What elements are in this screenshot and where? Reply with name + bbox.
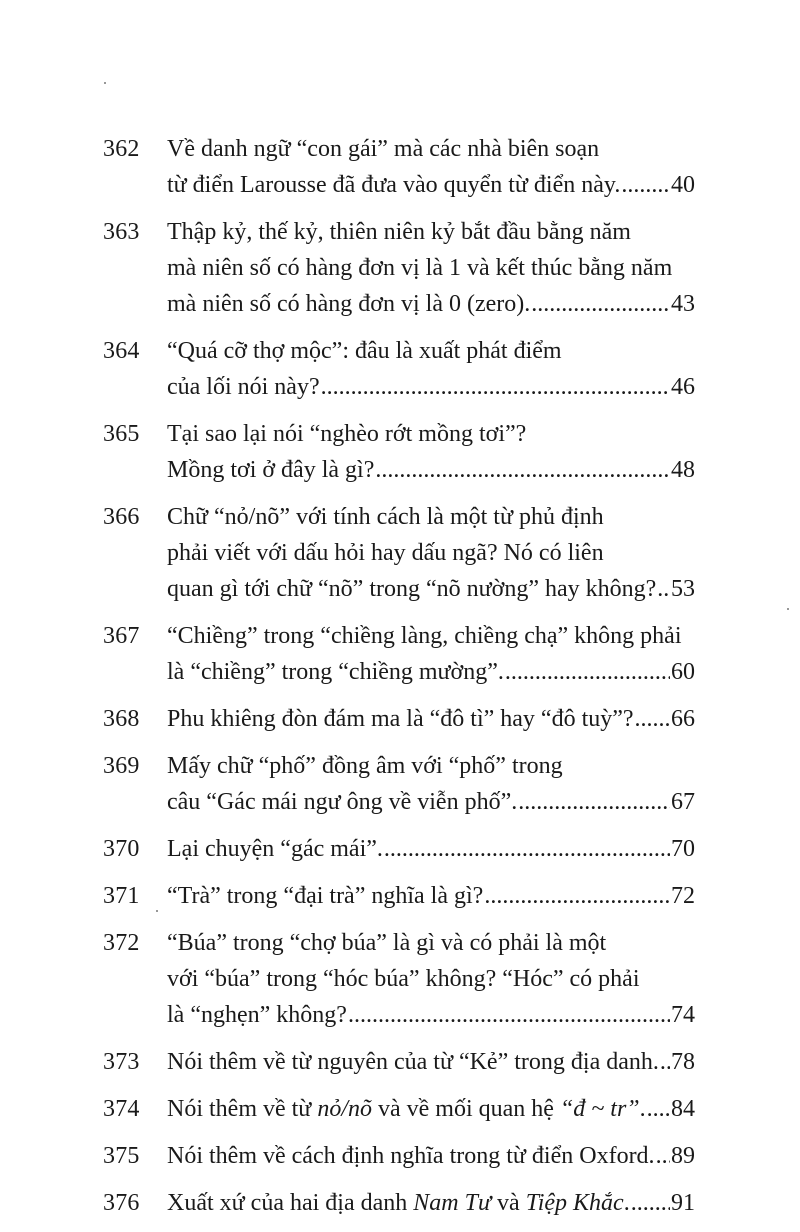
toc-entry-365: [0, 416, 800, 488]
entry-text: Nói thêm về từ nguyên của từ “Kẻ” trong địa danh.: [167, 1049, 659, 1075]
entry-text: là “chiềng” trong “chiềng mường”.: [167, 659, 504, 685]
toc-entry-370: [0, 831, 800, 867]
entry-number: 367: [103, 623, 140, 649]
entry-text: [167, 1185, 630, 1221]
entry-text: là “nghẹn” không?: [167, 1002, 347, 1028]
entry-body: [167, 1138, 695, 1174]
entry-number: 364: [103, 338, 140, 364]
entry-last-line: [167, 1091, 695, 1127]
entry-body: [167, 1044, 695, 1080]
entry-body: [167, 618, 695, 690]
page-number: 66: [671, 706, 695, 732]
text-part: Nói thêm về từ: [167, 1096, 318, 1122]
entry-line: “Chiềng” trong “chiềng làng, chiềng chạ” không phải: [167, 623, 682, 649]
entry-text: quan gì tới chữ “nõ” trong “nõ nường” hay không?: [167, 576, 657, 602]
dot-leader: [518, 784, 670, 820]
entry-body: [167, 1185, 695, 1221]
entry-body: [167, 499, 695, 607]
entry-body: [167, 878, 695, 914]
entry-text: của lối nói này?: [167, 374, 320, 400]
paper-speck: [787, 608, 789, 610]
entry-body: [167, 701, 695, 737]
dot-leader: [531, 286, 670, 322]
entry-last-line: [167, 1138, 695, 1174]
entry-text: từ điển Larousse đã đưa vào quyển từ điển này.: [167, 172, 621, 198]
toc-entry-364: [0, 333, 800, 405]
entry-line: phải viết với dấu hỏi hay dấu ngã? Nó có liên: [167, 540, 604, 566]
text-part: và: [491, 1190, 526, 1216]
entry-last-line: [167, 784, 695, 820]
dot-leader: [647, 1091, 670, 1127]
entry-last-line: [167, 571, 695, 607]
dot-leader: [656, 1138, 670, 1174]
dot-leader: [348, 997, 670, 1033]
entry-number: 371: [103, 883, 140, 909]
dot-leader: [375, 452, 670, 488]
text-part: và về mối quan hệ: [372, 1096, 560, 1122]
entry-line: Về danh ngữ “con gái” mà các nhà biên soạn: [167, 136, 600, 162]
entry-number: 362: [103, 136, 140, 162]
entry-line: “Búa” trong “chợ búa” là gì và có phải là một: [167, 930, 607, 956]
page-number: 48: [671, 457, 695, 483]
toc-entry-373: [0, 1044, 800, 1080]
entry-text: “Trà” trong “đại trà” nghĩa là gì?: [167, 883, 484, 909]
toc-entry-375: [0, 1138, 800, 1174]
toc-entry-372: [0, 925, 800, 1033]
page-number: 89: [671, 1143, 695, 1169]
page-number: 43: [671, 291, 695, 317]
page-number: 84: [671, 1096, 695, 1122]
toc-entry-369: [0, 748, 800, 820]
dot-leader: [631, 1185, 670, 1221]
entry-number: 365: [103, 421, 140, 447]
italic-term: Nam Tư: [413, 1190, 492, 1216]
entry-last-line: [167, 1044, 695, 1080]
entry-body: [167, 925, 695, 1033]
entry-last-line: [167, 167, 695, 203]
entry-last-line: [167, 654, 695, 690]
dot-leader: [384, 831, 670, 867]
entry-last-line: [167, 286, 695, 322]
entry-last-line: [167, 1185, 695, 1221]
entry-last-line: [167, 369, 695, 405]
dot-leader: [484, 878, 670, 914]
entry-line: với “búa” trong “hóc búa” không? “Hóc” có phải: [167, 966, 640, 992]
entry-body: [167, 1091, 695, 1127]
entry-line: Thập kỷ, thế kỷ, thiên niên kỷ bắt đầu bằng năm: [167, 219, 631, 245]
italic-term: nỏ/nõ: [317, 1096, 372, 1122]
entry-line: “Quá cỡ thợ mộc”: đâu là xuất phát điểm: [167, 338, 562, 364]
entry-last-line: [167, 831, 695, 867]
dot-leader: [660, 1044, 670, 1080]
entry-number: 368: [103, 706, 140, 732]
text-part: .: [639, 1096, 646, 1122]
entry-last-line: [167, 878, 695, 914]
entry-last-line: [167, 452, 695, 488]
page-number: 91: [671, 1190, 695, 1216]
page-number: 70: [671, 836, 695, 862]
entry-body: [167, 748, 695, 820]
page-number: 72: [671, 883, 695, 909]
table-of-contents: [0, 131, 800, 1232]
entry-number: 370: [103, 836, 140, 862]
toc-entry-366: [0, 499, 800, 607]
italic-term: Tiệp Khắc: [525, 1190, 624, 1216]
italic-term: “đ ~ tr”: [559, 1096, 640, 1122]
entry-body: [167, 416, 695, 488]
entry-number: 366: [103, 504, 140, 530]
paper-speck: [156, 910, 158, 912]
page-number: 60: [671, 659, 695, 685]
page-number: 46: [671, 374, 695, 400]
toc-entry-376: [0, 1185, 800, 1221]
entry-body: [167, 831, 695, 867]
entry-text: mà niên số có hàng đơn vị là 0 (zero).: [167, 291, 531, 317]
paper-speck: [104, 82, 106, 84]
entry-text: Nói thêm về cách định nghĩa trong từ điển Oxford.: [167, 1143, 655, 1169]
entry-body: [167, 131, 695, 203]
page-number: 40: [671, 172, 695, 198]
text-part: .: [623, 1190, 630, 1216]
text-part: Xuất xứ của hai địa danh: [167, 1190, 414, 1216]
dot-leader: [505, 654, 670, 690]
page-number: 53: [671, 576, 695, 602]
page-number: 67: [671, 789, 695, 815]
entry-number: 363: [103, 219, 140, 245]
toc-entry-368: [0, 701, 800, 737]
toc-entry-367: [0, 618, 800, 690]
toc-entry-363: [0, 214, 800, 322]
entry-number: 373: [103, 1049, 140, 1075]
entry-line: mà niên số có hàng đơn vị là 1 và kết thúc bằng năm: [167, 255, 673, 281]
entry-text: Phu khiêng đòn đám ma là “đô tì” hay “đô tuỳ”?: [167, 706, 634, 732]
entry-line: Tại sao lại nói “nghèo rớt mồng tơi”?: [167, 421, 527, 447]
entry-body: [167, 333, 695, 405]
entry-number: 372: [103, 930, 140, 956]
toc-entry-374: [0, 1091, 800, 1127]
dot-leader: [635, 701, 670, 737]
dot-leader: [621, 167, 670, 203]
entry-number: 369: [103, 753, 140, 779]
entry-number: 375: [103, 1143, 140, 1169]
entry-body: [167, 214, 695, 322]
entry-number: 374: [103, 1096, 140, 1122]
page-number: 78: [671, 1049, 695, 1075]
entry-text: Mồng tơi ở đây là gì?: [167, 457, 375, 483]
page-number: 74: [671, 1002, 695, 1028]
toc-entry-362: [0, 131, 800, 203]
entry-last-line: [167, 997, 695, 1033]
toc-entry-371: [0, 878, 800, 914]
entry-last-line: [167, 701, 695, 737]
dot-leader: [321, 369, 670, 405]
entry-number: 376: [103, 1190, 140, 1216]
entry-line: Chữ “nỏ/nõ” với tính cách là một từ phủ định: [167, 504, 604, 530]
entry-text: câu “Gác mái ngư ông về viễn phố”.: [167, 789, 518, 815]
entry-line: Mấy chữ “phố” đồng âm với “phố” trong: [167, 753, 563, 779]
entry-text: Lại chuyện “gác mái”.: [167, 836, 383, 862]
dot-leader: [657, 571, 670, 607]
entry-text: [167, 1091, 646, 1127]
